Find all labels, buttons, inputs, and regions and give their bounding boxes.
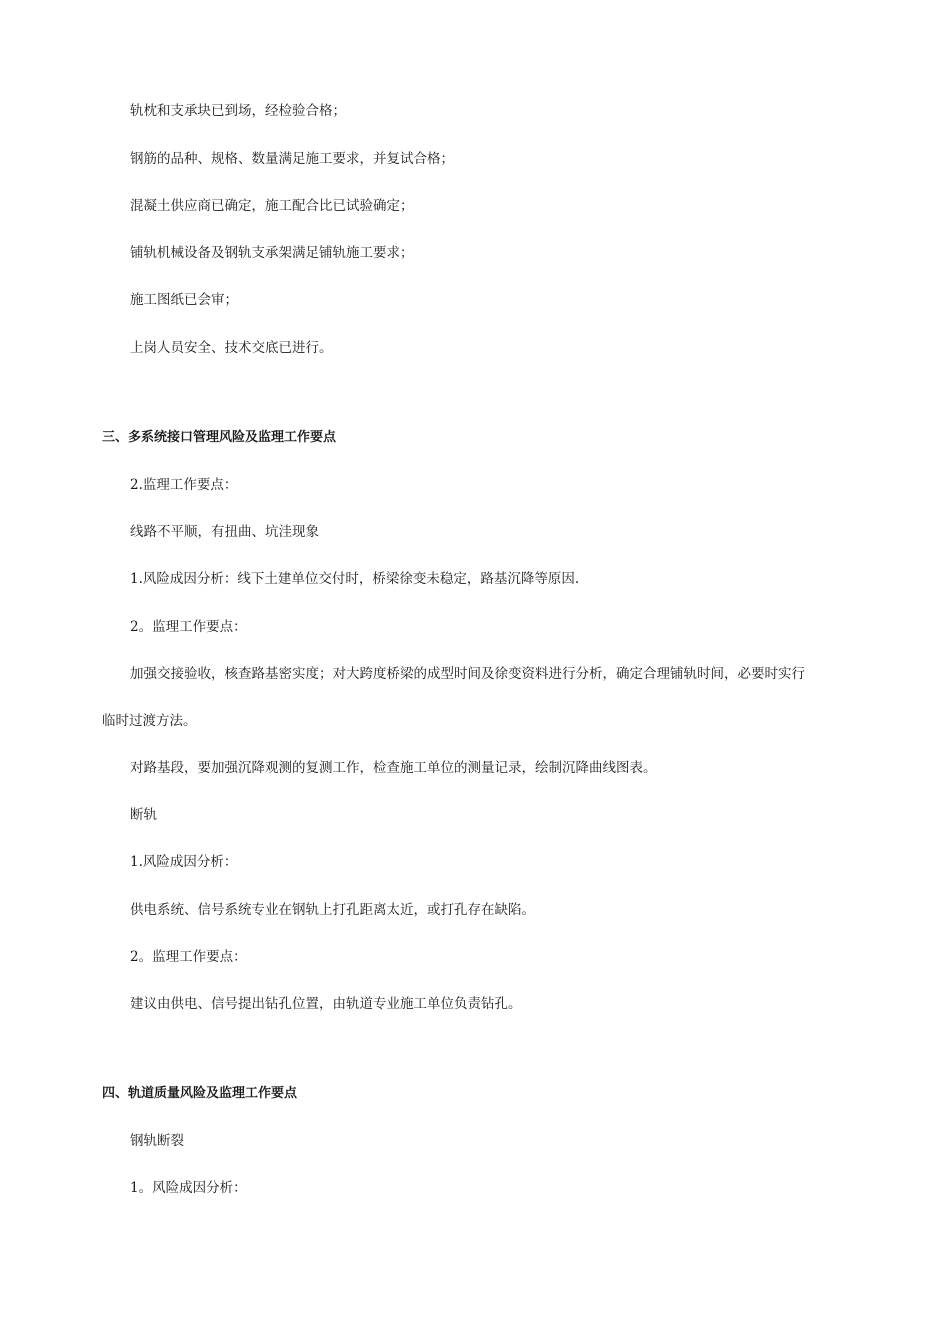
paragraph: 钢轨断裂 — [130, 1133, 184, 1149]
section-heading: 四、轨道质量风险及监理工作要点 — [102, 1086, 298, 1101]
paragraph: 供电系统、信号系统专业在钢轨上打孔距离太近，或打孔存在缺陷。 — [130, 902, 535, 918]
paragraph: 建议由供电、信号提出钻孔位置，由轨道专业施工单位负责钻孔。 — [130, 996, 522, 1012]
paragraph: 断轨 — [130, 807, 157, 823]
paragraph: 1。风险成因分析： — [130, 1180, 247, 1196]
paragraph: 2。监理工作要点： — [130, 619, 247, 635]
paragraph: 铺轨机械设备及钢轨支承架满足铺轨施工要求； — [130, 245, 414, 261]
paragraph: 1.风险成因分析：线下土建单位交付时，桥梁徐变未稳定，路基沉降等原因. — [130, 571, 580, 587]
paragraph: 混凝土供应商已确定，施工配合比已试验确定； — [130, 198, 414, 214]
paragraph: 1.风险成因分析： — [130, 854, 238, 870]
paragraph: 2.监理工作要点： — [130, 477, 238, 493]
paragraph: 加强交接验收，核查路基密实度；对大跨度桥梁的成型时间及徐变资料进行分析，确定合理铺轨时间，必要时实行 — [130, 666, 805, 682]
paragraph: 上岗人员安全、技术交底已进行。 — [130, 340, 333, 356]
paragraph: 2。监理工作要点： — [130, 949, 247, 965]
paragraph: 钢筋的品种、规格、数量满足施工要求，并复试合格； — [130, 151, 454, 167]
paragraph: 线路不平顺，有扭曲、坑洼现象 — [130, 524, 319, 540]
section-heading: 三、多系统接口管理风险及监理工作要点 — [102, 430, 337, 445]
paragraph: 对路基段，要加强沉降观测的复测工作，检查施工单位的测量记录，绘制沉降曲线图表。 — [130, 760, 657, 776]
paragraph: 施工图纸已会审； — [130, 292, 238, 308]
paragraph-continuation: 临时过渡方法。 — [102, 713, 197, 729]
paragraph: 轨枕和支承块已到场，经检验合格； — [130, 103, 346, 119]
